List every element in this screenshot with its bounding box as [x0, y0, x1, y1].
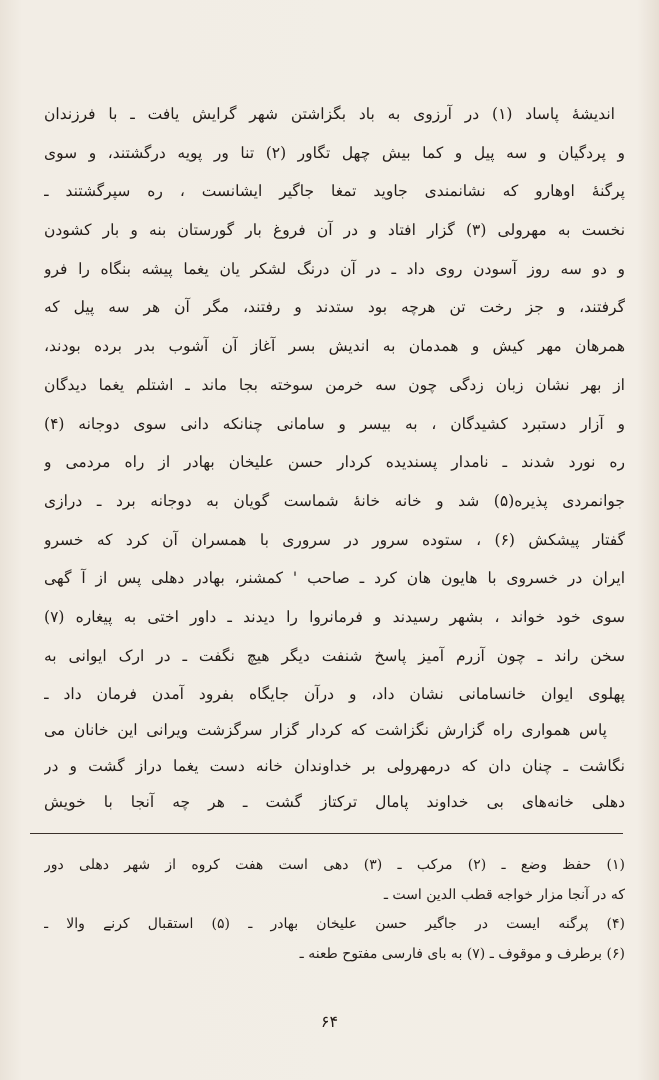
page-number: ۶۴	[320, 1012, 339, 1031]
text-line: همرهان مهر کیش و همدمان به اندیش بسر آغاز آن آشوب بدر برده بودند،	[44, 337, 625, 356]
text-line: و پردگیان و سه پیل و کما بیش چهل تگاور (۲) تنا ور پویه درگشتند، و سوی	[44, 143, 625, 162]
text-line: پاس همواری راه گزارش نگزاشت که کردار گزار سرگزشت ویرانی این خانان می	[44, 721, 607, 739]
main-paragraph	[44, 95, 625, 714]
text-line: گفتار پیشکش (۶) ، ستوده سرور در سروری با همسران آن کرد که خسرو	[44, 530, 625, 549]
text-line: نخست به مهرولی (۳) گزار افتاد و در آن فروغ بار گورستان بنه و بار کشودن	[44, 221, 625, 240]
footnote-line: (۱) حفظ وضع ـ (۲) مرکب ـ (۳) دهی است هفت کروه از شهر دهلی دور	[44, 857, 625, 873]
footnote-line: (۴) پرگنه ایست در جاگیر حسن علیخان بهادر ـ (۵) استقبال کرنے والا ـ	[44, 916, 625, 932]
text-line: سخن راند ـ چون آزرم آمیز پاسخ شنفت دیگر هیچ نگفت ـ در ارک ایوانی به	[44, 646, 625, 665]
text-line: پهلوی ایوان خانسامانی نشان داد، و درآن جایگاه بفرود آمدن فرمان داد ـ	[44, 685, 625, 704]
text-line: سوی خود خواند ، بشهر رسیدند و فرمانروا را دیدند ـ داور اختی به پیغاره (۷)	[44, 607, 625, 626]
text-line: اندیشهٔ پاساد (۱) در آرزوی به باد بگزاشتن شهر گرایش یافت ـ با فرزندان	[44, 105, 615, 123]
text-line: پرگنهٔ اوهارو که نشانمندی جاوید تمغا جاگیر ایشانست ، ره سپرگشتند ـ	[44, 182, 625, 201]
text-line: نگاشت ـ چنان دان که درمهرولی بر خداوندان خانه دست یغما دراز گشت و در	[44, 757, 625, 775]
text-line: ره نورد شدند ـ نامدار پسندیده کردار حسن علیخان بهادر از راه مردمی و	[44, 453, 625, 472]
text-line: دهلی خانه‌های بی خداوند پامال ترکتاز گشت ـ هر چه آنجا با خویش	[44, 793, 625, 811]
footnote-line: که در آنجا مزار خواجه قطب الدین است ـ	[383, 886, 625, 903]
text-line: گرفتند، و جز رخت تن هرچه بود ستدند و رفتند، مگر آن هر سه پیل که	[44, 298, 625, 317]
footnotes	[44, 851, 625, 969]
footnote-divider	[30, 833, 623, 834]
text-line: و آزار دستبرد کشیدگان ، به بیسر و سامانی چنانکه دانی سوی دوجانه (۴)	[44, 414, 625, 433]
footnote-line: (۶) برطرف و موقوف ـ (۷) به بای فارسی مفتوح طعنه ـ	[299, 945, 625, 962]
text-line: ایران در خسروی با هایون هان کرد ـ صاحب ' کمشنر، بهادر دهلی پس از آ گهی	[44, 569, 625, 588]
text-line: و دو سه روز آسودن روی داد ـ در آن درنگ لشکر یان یغما پیشه بنگاه را فرو	[44, 259, 625, 278]
second-paragraph	[44, 712, 625, 820]
text-line: جوانمردی پذیره(۵) شد و خانه خانهٔ شماست گویان به دوجانه برد ـ درازی	[44, 491, 625, 510]
text-line: از بهر نشان زبان زدگی چون سه خرمن سوخته بجا ماند ـ اشتلم یغما دیدگان	[44, 375, 625, 394]
